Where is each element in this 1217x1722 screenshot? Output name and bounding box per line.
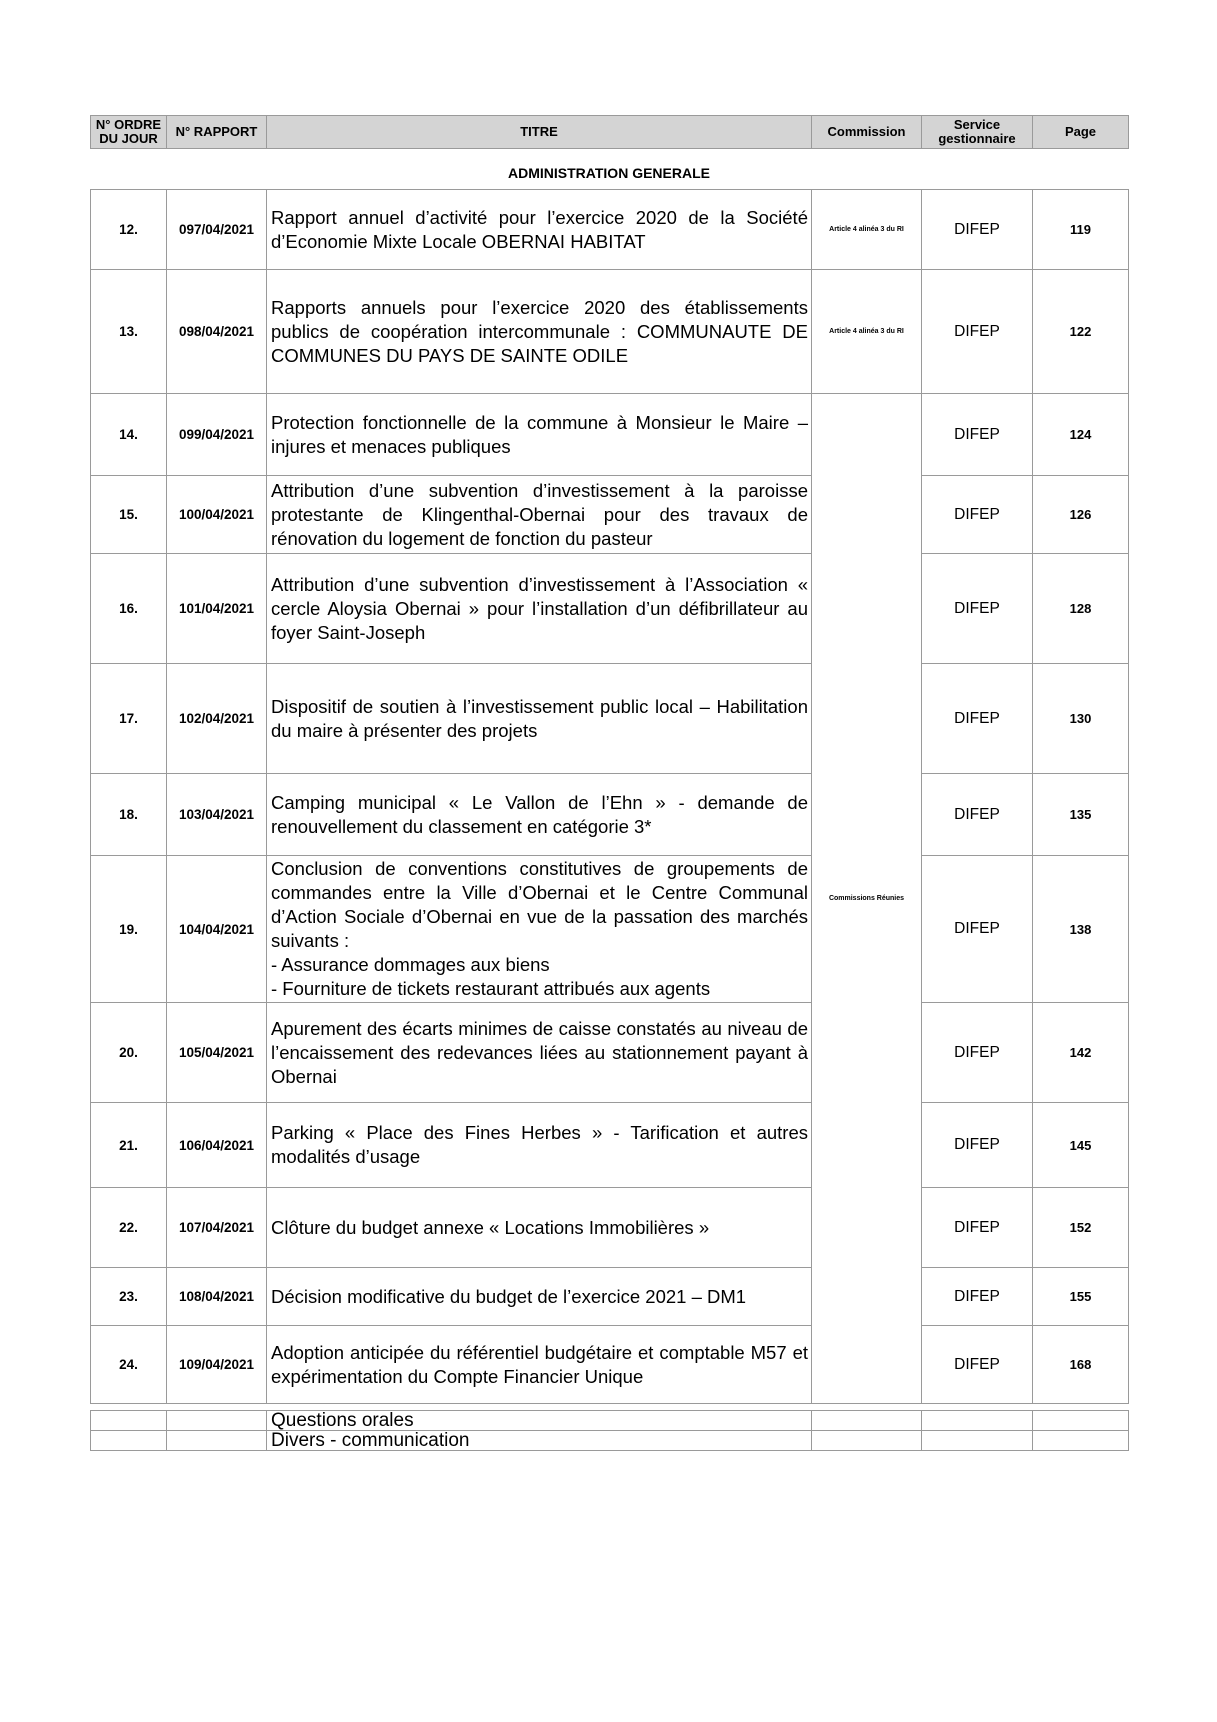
row-service: DIFEP [922,774,1033,856]
row-service: DIFEP [922,664,1033,774]
header-row [91,116,1129,149]
header-service: Service gestionnaire [922,116,1033,149]
header-page: Page [1033,116,1129,149]
table-row [91,190,1129,270]
extra-cell [91,1411,167,1431]
table-row [91,774,1129,856]
header-rapport: N° RAPPORT [167,116,267,149]
row-rapport: 104/04/2021 [167,856,267,1003]
row-number: 16. [91,554,167,664]
row-page: 142 [1033,1003,1129,1103]
row-title-main: Conclusion de conventions constitutives de groupements de commandes entre la Ville d’Obernai et le Centre Communal d’Action Sociale d’Obernai en vue de la passation des marchés suivants : [271,858,808,951]
row-rapport: 099/04/2021 [167,394,267,476]
row-number: 12. [91,190,167,270]
row-service: DIFEP [922,1003,1033,1103]
table-row [91,664,1129,774]
row-title-item: - Fourniture de tickets restaurant attribués aux agents [271,978,711,999]
row-title: Attribution d’une subvention d’investissement à la paroisse protestante de Klingenthal-Obernai pour des travaux de rénovation du logement de fonction du pasteur [267,476,812,554]
row-page: 145 [1033,1103,1129,1188]
row-number: 21. [91,1103,167,1188]
table-row [91,394,1129,476]
row-number: 23. [91,1268,167,1326]
header-table [90,115,1129,149]
header-commission: Commission [812,116,922,149]
extra-cell [1033,1411,1129,1431]
row-rapport: 097/04/2021 [167,190,267,270]
row-number: 19. [91,856,167,1003]
row-rapport: 106/04/2021 [167,1103,267,1188]
row-title: Rapport annuel d’activité pour l’exercice 2020 de la Société d’Economie Mixte Locale OBERNAI HABITAT [267,190,812,270]
row-number: 15. [91,476,167,554]
row-page: 168 [1033,1326,1129,1404]
extra-cell [812,1431,922,1451]
row-title: Dispositif de soutien à l’investissement public local – Habilitation du maire à présenter des projets [267,664,812,774]
row-number: 20. [91,1003,167,1103]
extra-cell [167,1431,267,1451]
table-row [91,1003,1129,1103]
row-title: Apurement des écarts minimes de caisse constatés au niveau de l’encaissement des redevances liées au stationnement payant à Obernai [267,1003,812,1103]
row-service: DIFEP [922,1268,1033,1326]
table-row [91,270,1129,394]
row-service: DIFEP [922,1103,1033,1188]
row-number: 18. [91,774,167,856]
row-rapport: 102/04/2021 [167,664,267,774]
row-title: Rapports annuels pour l’exercice 2020 des établissements publics de coopération intercommunale : COMMUNAUTE DE COMMUNES DU PAYS DE SAINTE ODILE [267,270,812,394]
table-row [91,476,1129,554]
row-service: DIFEP [922,554,1033,664]
row-page: 130 [1033,664,1129,774]
row-number: 13. [91,270,167,394]
row-rapport: 109/04/2021 [167,1326,267,1404]
row-rapport: 107/04/2021 [167,1188,267,1268]
extra-cell [922,1411,1033,1431]
row-rapport: 105/04/2021 [167,1003,267,1103]
row-rapport: 100/04/2021 [167,476,267,554]
table-row [91,1103,1129,1188]
row-title: Parking « Place des Fines Herbes » - Tarification et autres modalités d’usage [267,1103,812,1188]
row-page: 138 [1033,856,1129,1003]
agenda-table [90,189,1129,1404]
row-page: 119 [1033,190,1129,270]
extra-cell [1033,1431,1129,1451]
row-title: Clôture du budget annexe « Locations Immobilières » [267,1188,812,1268]
row-title: Protection fonctionnelle de la commune à Monsieur le Maire – injures et menaces publiques [267,394,812,476]
extra-row [91,1411,1129,1431]
extra-cell [922,1431,1033,1451]
table-row [91,1188,1129,1268]
row-number: 24. [91,1326,167,1404]
row-service: DIFEP [922,394,1033,476]
extra-row-title: Divers - communication [267,1431,812,1451]
row-title: Décision modificative du budget de l’exercice 2021 – DM1 [267,1268,812,1326]
table-row [91,1326,1129,1404]
row-service: DIFEP [922,856,1033,1003]
row-page: 128 [1033,554,1129,664]
row-page: 155 [1033,1268,1129,1326]
header-ordre: N° ORDRE DU JOUR [91,116,167,149]
commissions-reunies: Commissions Réunies [812,394,922,1404]
row-page: 135 [1033,774,1129,856]
row-title: Attribution d’une subvention d’investissement à l’Association « cercle Aloysia Obernai » pour l’installation d’un défibrillateur au foyer Saint-Joseph [267,554,812,664]
header-titre: TITRE [267,116,812,149]
row-title: Adoption anticipée du référentiel budgétaire et comptable M57 et expérimentation du Compte Financier Unique [267,1326,812,1404]
extra-row-title: Questions orales [267,1411,812,1431]
row-rapport: 098/04/2021 [167,270,267,394]
row-service: DIFEP [922,190,1033,270]
extra-table [90,1410,1129,1451]
row-commission: Article 4 alinéa 3 du RI [812,190,922,270]
row-page: 126 [1033,476,1129,554]
row-number: 14. [91,394,167,476]
row-service: DIFEP [922,270,1033,394]
row-page: 152 [1033,1188,1129,1268]
section-title: ADMINISTRATION GENERALE [508,165,710,181]
extra-cell [91,1431,167,1451]
row-service: DIFEP [922,1188,1033,1268]
row-number: 17. [91,664,167,774]
row-rapport: 108/04/2021 [167,1268,267,1326]
row-number: 22. [91,1188,167,1268]
row-title-item: - Assurance dommages aux biens [271,954,550,975]
extra-cell [167,1411,267,1431]
extra-cell [812,1411,922,1431]
table-row [91,856,1129,1003]
row-page: 122 [1033,270,1129,394]
row-service: DIFEP [922,1326,1033,1404]
row-service: DIFEP [922,476,1033,554]
row-rapport: 101/04/2021 [167,554,267,664]
row-rapport: 103/04/2021 [167,774,267,856]
table-row [91,1268,1129,1326]
extra-row [91,1431,1129,1451]
table-row [91,554,1129,664]
row-title: Camping municipal « Le Vallon de l’Ehn » - demande de renouvellement du classement en catégorie 3* [267,774,812,856]
row-commission: Article 4 alinéa 3 du RI [812,270,922,394]
row-page: 124 [1033,394,1129,476]
row-title [267,856,812,1003]
